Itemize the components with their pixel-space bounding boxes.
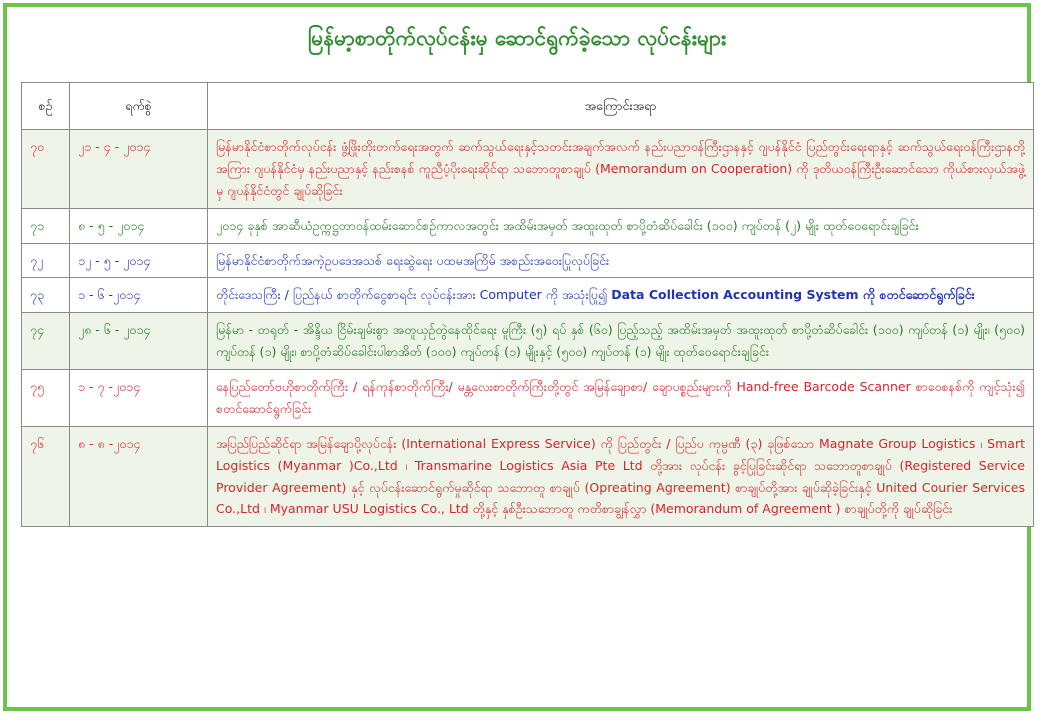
row-date: ၈ - ၈ -၂၀၁၄	[70, 426, 208, 527]
header-description: အကြောင်းအရာ	[208, 83, 1034, 130]
row-date: ၁ - ၆ -၂၀၁၄	[70, 278, 208, 313]
row-number: ၇၀	[22, 130, 70, 209]
row-description: မြန်မာနိုင်ငံစာတိုက်အကဲ့ဥပဒေအသစ် ရေးဆွဲရေး ပထမအကြိမ် အစည်းအဝေးပြုလုပ်ခြင်း	[208, 243, 1034, 278]
row-number: ၇၆	[22, 426, 70, 527]
row-number: ၇၅	[22, 370, 70, 427]
row-number: ၇၃	[22, 278, 70, 313]
table-row	[22, 370, 1034, 427]
table-row	[22, 208, 1034, 243]
row-description: အပြည်ပြည်ဆိုင်ရာ အမြန်ချောပို့လုပ်ငန်း (International Express Service) ကို ပြည်တွင်း / ပြည်ပ ကုမ္ပဏီ (၃) ခုဖြစ်သော Magnate Group Logistics ၊ Smart Logistics (Myanmar )Co.,Ltd ၊ Transmarine Logistics Asia Pte Ltd တို့အား လုပ်ငန်း ခွင့်ပြုခြင်းဆိုင်ရာ သဘောတူစာချုပ် (Registered Service Provider Agreement) နှင့် လုပ်ငန်းဆောင်ရွက်မှုဆိုင်ရာ သဘောတူ စာချုပ် (Opreating Agreement) စာချုပ်တို့အား ချုပ်ဆိုခဲ့ခြင်းနှင့် United Courier Services Co.,Ltd ၊ Myanmar USU Logistics Co., Ltd တို့နှင့် နှစ်ဦးသဘောတူ ကတိစာချွန်လွှာ (Memorandum of Agreement ) စာချုပ်တို့ကို ချုပ်ဆိုခြင်း	[208, 426, 1034, 527]
page-frame	[3, 3, 1031, 711]
row-date: ၂၈ - ၆ - ၂၀၁၄	[70, 313, 208, 370]
table-row	[22, 313, 1034, 370]
row-number: ၇၄	[22, 313, 70, 370]
table-row	[22, 243, 1034, 278]
row-description: မြန်မာ - တရုတ် - အိန္ဒိယ ငြိမ်းချမ်းစွာ အတူယှဉ်တွဲနေထိုင်ရေး မူကြီး (၅) ရပ် နှစ် (၆၀) ပြည့်သည့် အထိမ်းအမှတ် အထူးထုတ် စာပို့တံဆိပ်ခေါင်း (၁၀၀) ကျပ်တန် (၁) မျိုး၊ (၅၀၀) ကျပ်တန် (၁) မျိုး၊ စာပို့တံဆိပ်ခေါင်းပါစာအိတ် (၁၀၀) ကျပ်တန် (၁) မျိုးနှင့် (၅၀၀) ကျပ်တန် (၁) မျိုး ထုတ်ဝေရောင်းချခြင်း	[208, 313, 1034, 370]
row-description-part1: တိုင်းဒေသကြီး / ပြည်နယ် စာတိုက်ငွေစာရင်း လုပ်ငန်းအား Computer ကို အသုံးပြု၍	[216, 287, 612, 303]
header-date: ရက်စွဲ	[70, 83, 208, 130]
row-number: ၇၂	[22, 243, 70, 278]
activities-table	[21, 82, 1034, 527]
row-description-part2: Data Collection Accounting System ကို စတင်ဆောင်ရွက်ခြင်း	[611, 287, 975, 303]
table-header-row	[22, 83, 1034, 130]
page-title: မြန်မာ့စာတိုက်လုပ်ငန်းမှ ဆောင်ရွက်ခဲ့သော လုပ်ငန်းများ	[307, 26, 727, 50]
row-description: နေပြည်တော်ဗဟိုစာတိုက်ကြီး / ရန်ကုန်စာတိုက်ကြီး/ မန္တလေးစာတိုက်ကြီးတို့တွင် အမြန်ချောစာ/ ချောပစ္စည်းများကို Hand-free Barcode Scanner စာဝေစနစ်ကို ကျင့်သုံး၍ စတင်ဆောင်ရွက်ခြင်း	[208, 370, 1034, 427]
row-description	[208, 278, 1034, 313]
row-date: ၁ - ၇ -၂၀၁၄	[70, 370, 208, 427]
row-description: မြန်မာနိုင်ငံစာတိုက်လုပ်ငန်း ဖွံ့ဖြိုးတိုးတက်ရေးအတွက် ဆက်သွယ်ရေးနှင့်သတင်းအချက်အလက် နည်းပညာဝန်ကြီးဌာနနှင့် ဂျပန်နိုင်ငံ ပြည်တွင်းရေးရာနှင့် ဆက်သွယ်ရေးဝန်ကြီးဌာနတို့အကြား ဂျပန်နိုင်ငံမှ နည်းပညာနှင့် နည်းစနစ် ကူညီပံ့ပိုးရေးဆိုင်ရာ သဘောတူစာချုပ် (Memorandum on Cooperation) ကို ဒုတိယဝန်ကြီးဦးဆောင်သော ကိုယ်စားလှယ်အဖွဲ့မှ ဂျပန်နိုင်ငံတွင် ချုပ်ဆိုခြင်း	[208, 130, 1034, 209]
table-row	[22, 278, 1034, 313]
row-date: ၂၁ - ၄ - ၂၀၁၄	[70, 130, 208, 209]
row-date: ၁၂ - ၅ - ၂၀၁၄	[70, 243, 208, 278]
table-row	[22, 130, 1034, 209]
row-number: ၇၁	[22, 208, 70, 243]
header-number: စဉ်	[22, 83, 70, 130]
row-description: ၂၀၁၄ ခုနှစ် အာဆီယံဥက္ကဋ္ဌတာဝန်ထမ်းဆောင်စဉ်ကာလအတွင်း အထိမ်းအမှတ် အထူးထုတ် စာပို့တံဆိပ်ခေါင်း (၁၀၀) ကျပ်တန် (၂) မျိုး ထုတ်ဝေရောင်းချခြင်း	[208, 208, 1034, 243]
table-row	[22, 426, 1034, 527]
row-date: ၈ - ၅ - ၂၀၁၄	[70, 208, 208, 243]
